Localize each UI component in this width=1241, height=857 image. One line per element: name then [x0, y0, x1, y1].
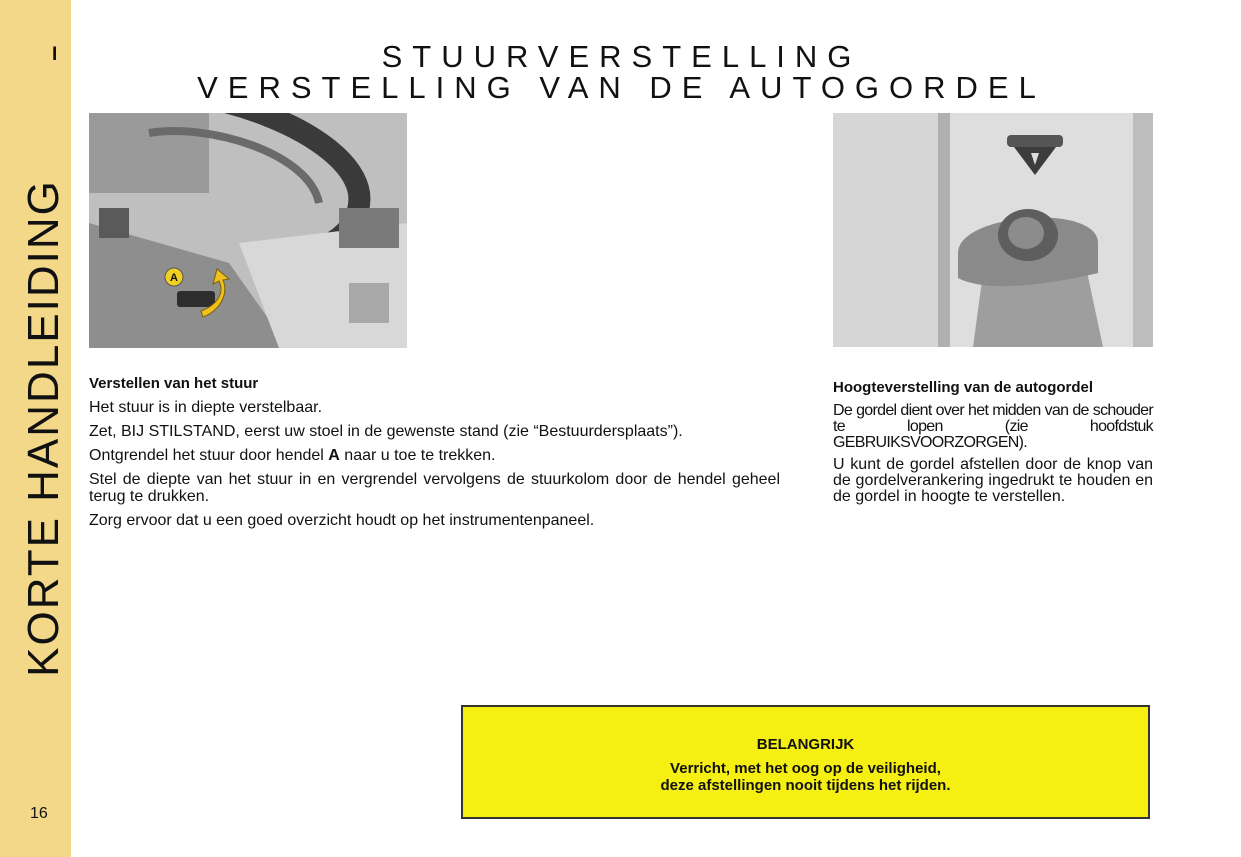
page-title-line-1: STUURVERSTELLING — [381, 39, 862, 74]
steering-text-4: Stel de diepte van het stuur in en vergrendel vervolgens de stuurkolom door de hendel geheel terug te drukken. — [89, 471, 780, 505]
warning-line-2: deze afstellingen nooit tijdens het rijden. — [660, 777, 951, 794]
warning-line-1: Verricht, met het oog op de veiligheid, — [670, 760, 941, 777]
steering-text-5: Zorg ervoor dat u een goed overzicht houdt op het instrumentenpaneel. — [89, 512, 595, 529]
steering-text-1: Het stuur is in diepte verstelbaar. — [89, 399, 323, 416]
steering-heading: Verstellen van het stuur — [89, 375, 259, 392]
sidebar — [0, 0, 71, 857]
section-mark: I — [52, 44, 58, 65]
warning-title: BELANGRIJK — [756, 736, 855, 753]
seatbelt-text-2: U kunt de gordel afstellen door de knop van de gordelverankering ingedrukt te houden en de gordel in hoogte te verstellen. — [833, 456, 1153, 505]
seatbelt-adjustment-section — [833, 380, 1153, 511]
steering-adjustment-section — [89, 376, 780, 536]
seatbelt-anchor-photo — [833, 113, 1153, 347]
warning-box — [461, 705, 1150, 819]
steering-wheel-photo — [89, 113, 407, 348]
page-title-line-2: VERSTELLING VAN DE AUTOGORDEL — [197, 70, 1046, 105]
steering-text-3: Ontgrendel het stuur door hendel A naar u toe te trekken. — [89, 447, 496, 464]
vertical-section-title: KORTE HANDLEIDING — [19, 179, 68, 677]
page-number: 16 — [30, 805, 48, 822]
figure-label-a: A — [170, 272, 178, 284]
seatbelt-heading: Hoogteverstelling van de autogordel — [833, 379, 1094, 396]
seatbelt-text-1: De gordel dient over het midden van de schouder te lopen (zie hoofdstuk GEBRUIKSVOORZORGEN). — [833, 402, 1153, 451]
steering-text-2: Zet, BIJ STILSTAND, eerst uw stoel in de gewenste stand (zie “Bestuurdersplaats”). — [89, 423, 683, 440]
lever-a — [177, 291, 215, 307]
